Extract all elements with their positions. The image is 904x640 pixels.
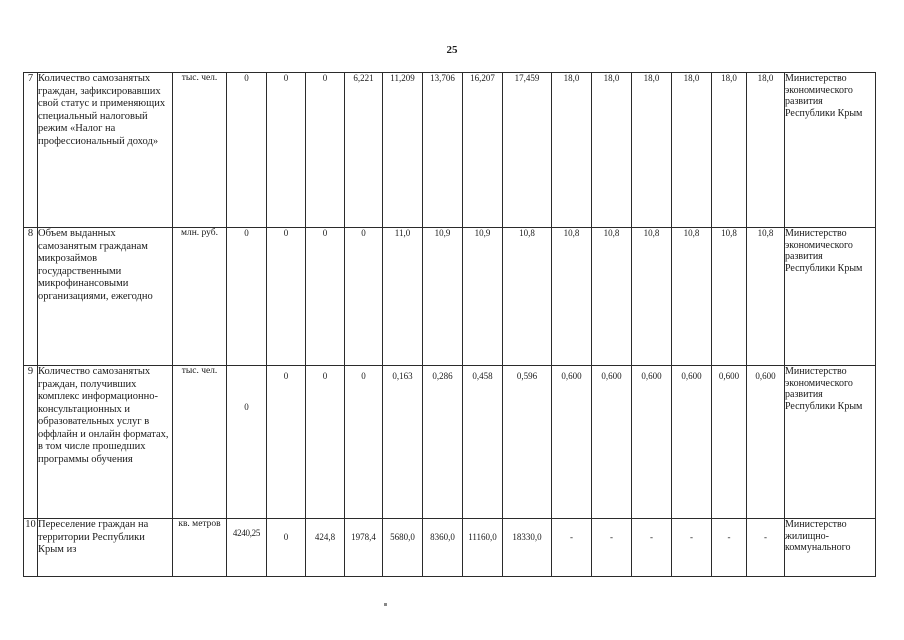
value-cell: 0,600: [632, 366, 672, 519]
table-row: [24, 228, 876, 366]
value-cell: 10,8: [672, 228, 712, 366]
indicator-name: Количество самозанятых граждан, получивших комплекс информационно-консультационных и образовательных услуг в оффлайн и онлайн форматах, в том числе прошедших программы обучения: [38, 366, 173, 519]
scan-speck: [384, 603, 387, 606]
row-number: 10: [24, 519, 38, 577]
value-cell: 0: [306, 73, 345, 228]
value-cell: 6,221: [345, 73, 383, 228]
value-cell: 0: [345, 366, 383, 519]
indicator-name: Переселение граждан на территории Республики Крым из: [38, 519, 173, 577]
row-number: 9: [24, 366, 38, 519]
value-cell: 13,706: [423, 73, 463, 228]
responsible-cell: Министерство экономического развития Республики Крым: [785, 366, 876, 519]
unit-cell: млн. руб.: [173, 228, 227, 366]
value-cell: 11,0: [383, 228, 423, 366]
value-cell: 10,8: [592, 228, 632, 366]
value-cell: 0,600: [747, 366, 785, 519]
indicator-name: Объем выданных самозанятым гражданам микрозаймов государственными микрофинансовыми организациями, ежегодно: [38, 228, 173, 366]
value-cell: 18,0: [712, 73, 747, 228]
value-cell: 8360,0: [423, 519, 463, 577]
value-cell: 0: [227, 366, 267, 519]
value-cell: 16,207: [463, 73, 503, 228]
value-cell: 10,8: [552, 228, 592, 366]
value-cell: 17,459: [503, 73, 552, 228]
indicator-name: Количество самозанятых граждан, зафиксировавших свой статус и применяющих специальный налоговый режим «Налог на профессиональный доход»: [38, 73, 173, 228]
value-cell: 0,600: [672, 366, 712, 519]
value-cell: -: [552, 519, 592, 577]
value-cell: 10,8: [503, 228, 552, 366]
table-row: [24, 519, 876, 577]
value-cell: 10,8: [632, 228, 672, 366]
value-cell: -: [632, 519, 672, 577]
value-cell: 0: [227, 228, 267, 366]
value-cell: 0: [227, 73, 267, 228]
value-cell: 18330,0: [503, 519, 552, 577]
value-cell: 0: [306, 228, 345, 366]
value-cell: 0,600: [592, 366, 632, 519]
row-number: 7: [24, 73, 38, 228]
value-cell: 0: [345, 228, 383, 366]
value-cell: 0: [267, 519, 306, 577]
value-cell: 0: [306, 366, 345, 519]
value-cell: 0: [267, 366, 306, 519]
value-cell: -: [712, 519, 747, 577]
table-row: [24, 366, 876, 519]
unit-cell: кв. метров: [173, 519, 227, 577]
row-number: 8: [24, 228, 38, 366]
value-cell: 0,458: [463, 366, 503, 519]
value-cell: 10,8: [712, 228, 747, 366]
unit-cell: тыс. чел.: [173, 366, 227, 519]
value-cell: 0: [267, 228, 306, 366]
value-cell: 5680,0: [383, 519, 423, 577]
value-cell: 18,0: [672, 73, 712, 228]
value-cell: -: [592, 519, 632, 577]
value-cell: 10,9: [463, 228, 503, 366]
unit-cell: тыс. чел.: [173, 73, 227, 228]
value-cell: 0,286: [423, 366, 463, 519]
value-cell: -: [747, 519, 785, 577]
value-cell: 0: [267, 73, 306, 228]
value-cell: 0,600: [712, 366, 747, 519]
value-cell: 18,0: [747, 73, 785, 228]
value-cell: 18,0: [632, 73, 672, 228]
table-row: [24, 73, 876, 228]
value-cell: 11,209: [383, 73, 423, 228]
responsible-cell: Министерство экономического развития Республики Крым: [785, 228, 876, 366]
value-cell: 18,0: [592, 73, 632, 228]
value-cell: 4240,25: [227, 519, 267, 577]
page-number: 25: [446, 44, 458, 56]
value-cell: -: [672, 519, 712, 577]
value-cell: 0,596: [503, 366, 552, 519]
value-cell: 11160,0: [463, 519, 503, 577]
value-cell: 18,0: [552, 73, 592, 228]
value-cell: 424,8: [306, 519, 345, 577]
value-cell: 10,9: [423, 228, 463, 366]
indicators-table: [23, 72, 876, 577]
value-cell: 0,163: [383, 366, 423, 519]
responsible-cell: Министерство экономического развития Республики Крым: [785, 73, 876, 228]
value-cell: 1978,4: [345, 519, 383, 577]
responsible-cell: Министерство жилищно-коммунального: [785, 519, 876, 577]
value-cell: 0,600: [552, 366, 592, 519]
value-cell: 10,8: [747, 228, 785, 366]
